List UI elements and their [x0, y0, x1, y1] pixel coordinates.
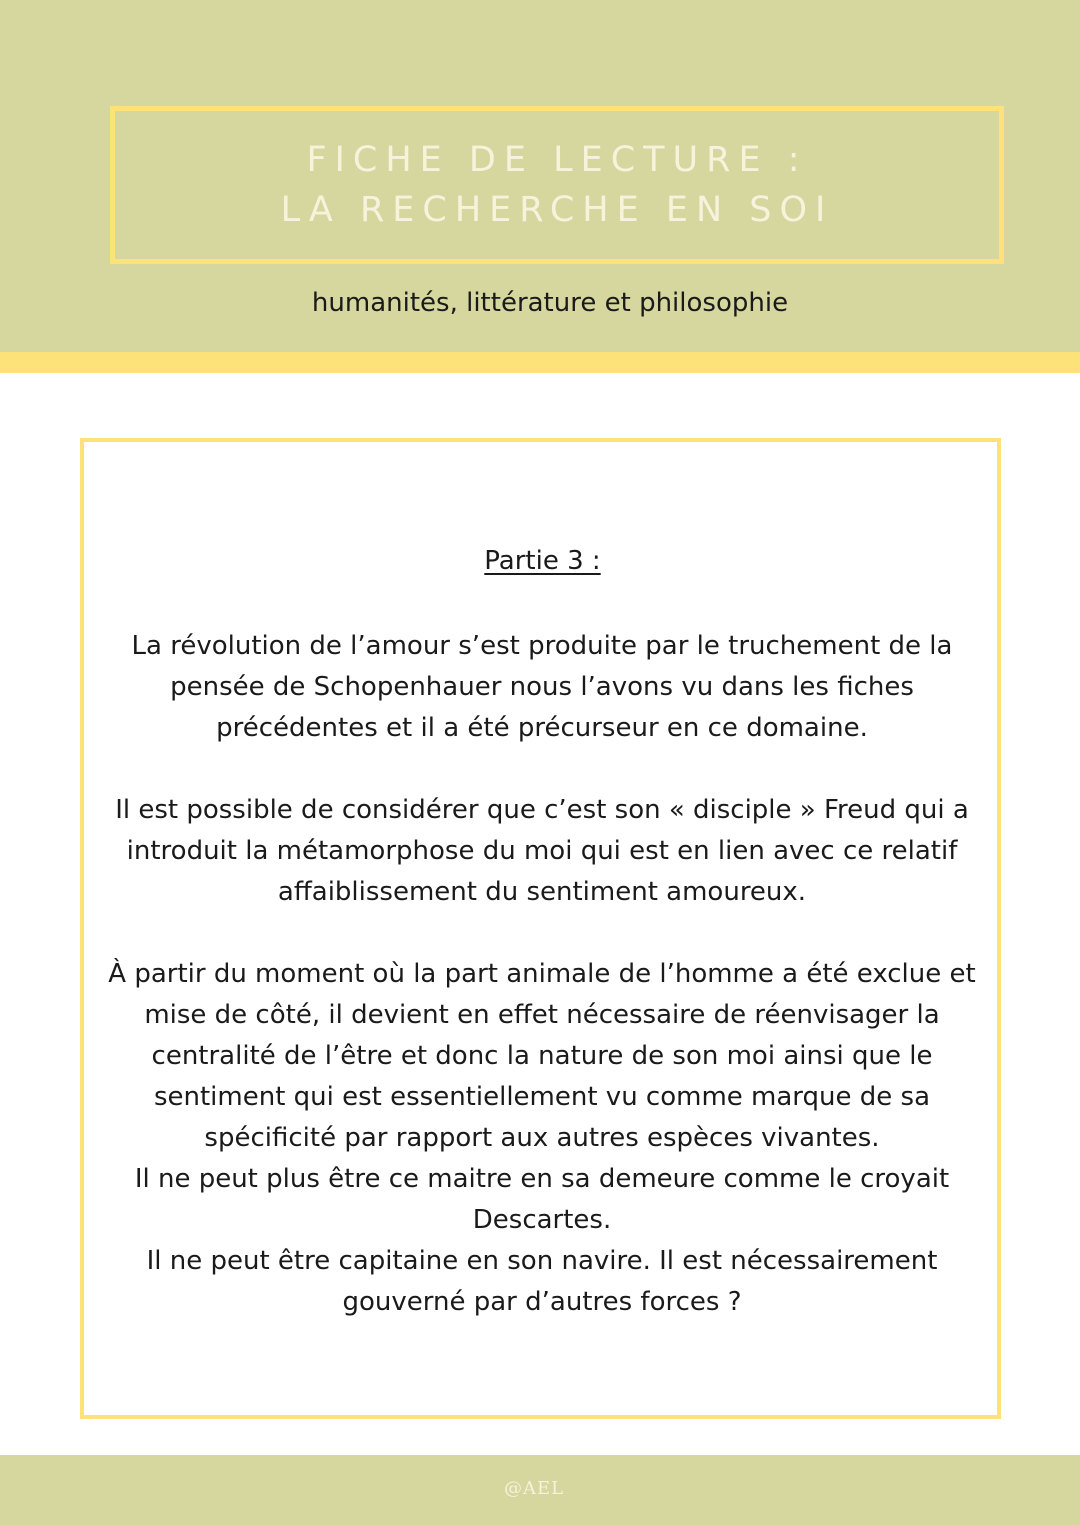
subtitle: humanités, littérature et philosophie — [311, 288, 789, 318]
page-title-line-1: FICHE DE LECTURE : — [306, 140, 808, 180]
footer-handle: @AEL — [503, 1478, 565, 1499]
header-accent-stripe — [0, 352, 1080, 373]
paragraph-2: Il est possible de considérer que c’est son « disciple » Freud qui a introduit la métamorphose du moi qui est en lien avec ce relatif affaiblissement du sentiment amoureux. — [115, 795, 969, 907]
footer-band — [0, 1455, 1080, 1525]
content-box — [80, 438, 1001, 1419]
paragraph-4: Il ne peut plus être ce maitre en sa demeure comme le croyait Descartes. — [134, 1164, 950, 1235]
section-title — [84, 546, 1001, 576]
section-title-text: Partie 3 : — [484, 546, 601, 576]
page-title-line-2: LA RECHERCHE EN SOI — [280, 190, 834, 230]
header-band — [0, 0, 1080, 352]
paragraph-1: La révolution de l’amour s’est produite par le truchement de la pensée de Schopenhauer nous l’avons vu dans les fiches précédentes et il a été précurseur en ce domaine. — [131, 631, 953, 743]
paragraph-5: Il ne peut être capitaine en son navire. Il est nécessairement gouverné par d’autres forces ? — [146, 1246, 938, 1317]
title-box — [110, 106, 1004, 264]
paragraph-3: À partir du moment où la part animale de l’homme a été exclue et mise de côté, il devient en effet nécessaire de réenvisager la centralité de l’être et donc la nature de son moi ainsi que le sentiment qui est essentiellement vu comme marque de sa spécificité par rapport aux autres espèces vivantes. — [108, 959, 976, 1153]
